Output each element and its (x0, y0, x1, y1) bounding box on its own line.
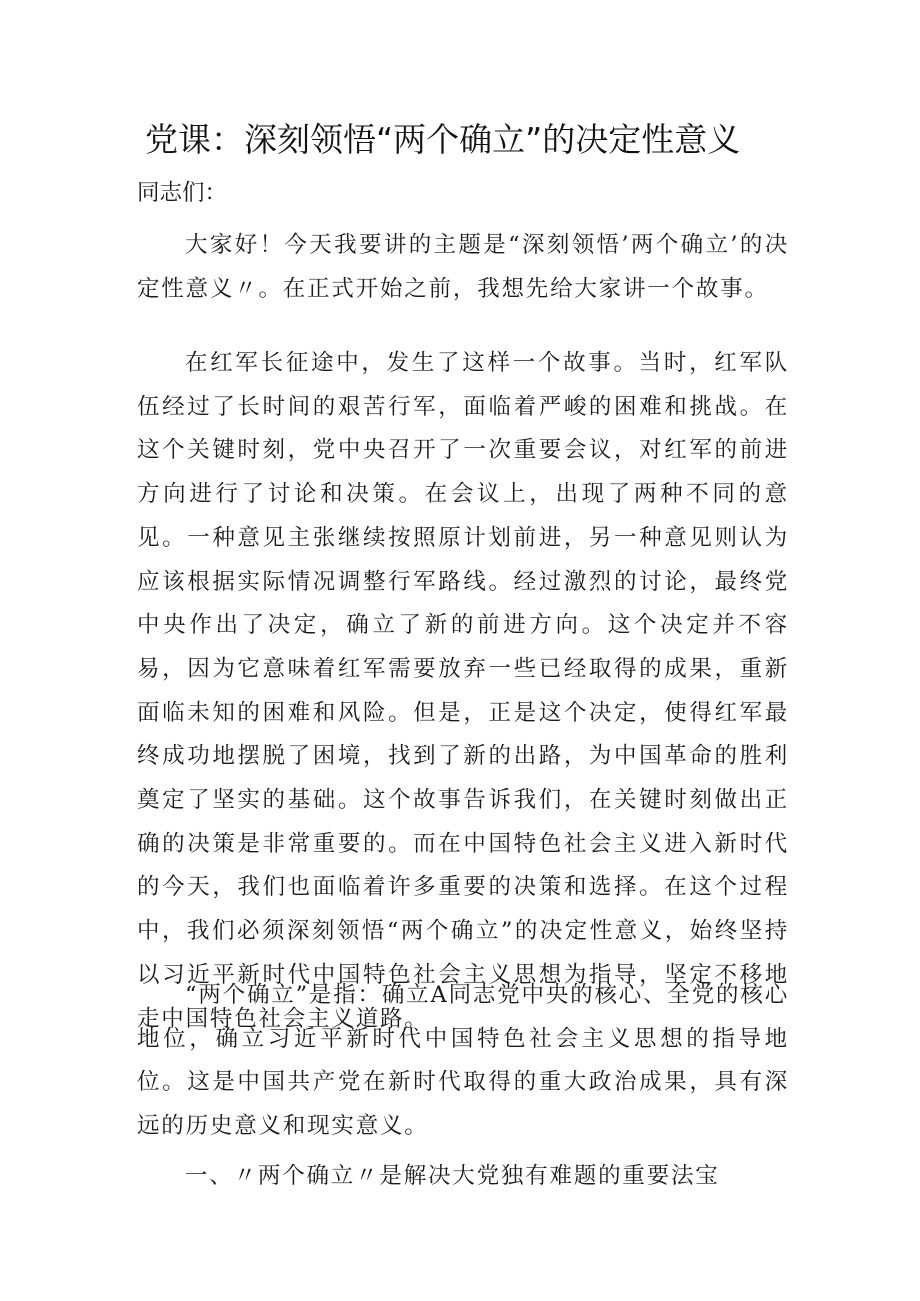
greeting: 同志们： (137, 180, 228, 206)
section-heading: 一、〃两个确立〃是解决大党独有难题的重要法宝 (185, 1163, 720, 1189)
document-title: 党课：深刻领悟“两个确立”的决定性意义 (145, 120, 741, 159)
paragraph-intro: 大家好！今天我要讲的主题是“深刻领悟’两个确立’的决定性意义〃。在正式开始之前，我想先给大家讲一个故事。 (137, 232, 789, 302)
paragraph-story: 在红军长征途中，发生了这样一个故事。当时，红军队伍经过了长时间的艰苦行军，面临着严峻的困难和挑战。在这个关键时刻，党中央召开了一次重要会议，对红军的前进方向进行了讨论和决策。在会议上，出现了两种不同的意见。一种意见主张继续按照原计划前进，另一种意见则认为应该根据实际情况调整行军路线。经过激烈的讨论，最终党中央作出了决定，确立了新的前进方向。这个决定并不容易，因为它意味着红军需要放弃一些已经取得的成果，重新面临未知的困难和风险。但是，正是这个决定，使得红军最终成功地摆脱了困境，找到了新的出路，为中国革命的胜利奠定了坚实的基础。这个故事告诉我们，在关键时刻做出正确的决策是非常重要的。而在中国特色社会主义进入新时代的今天，我们也面临着许多重要的决策和选择。在这个过程中，我们必须深刻领悟“两个确立”的决定性意义，始终坚持以习近平新时代中国特色社会主义思想为指导，坚定不移地走中国特色社会主义道路。 (137, 350, 789, 1032)
paragraph-definition: “两个确立”是指：确立A同志党中央的核心、全党的核心地位，确立习近平新时代中国特色社会主义思想的指导地位。这是中国共产党在新时代取得的重大政治成果，具有深远的历史意义和现实意义。 (137, 982, 789, 1140)
